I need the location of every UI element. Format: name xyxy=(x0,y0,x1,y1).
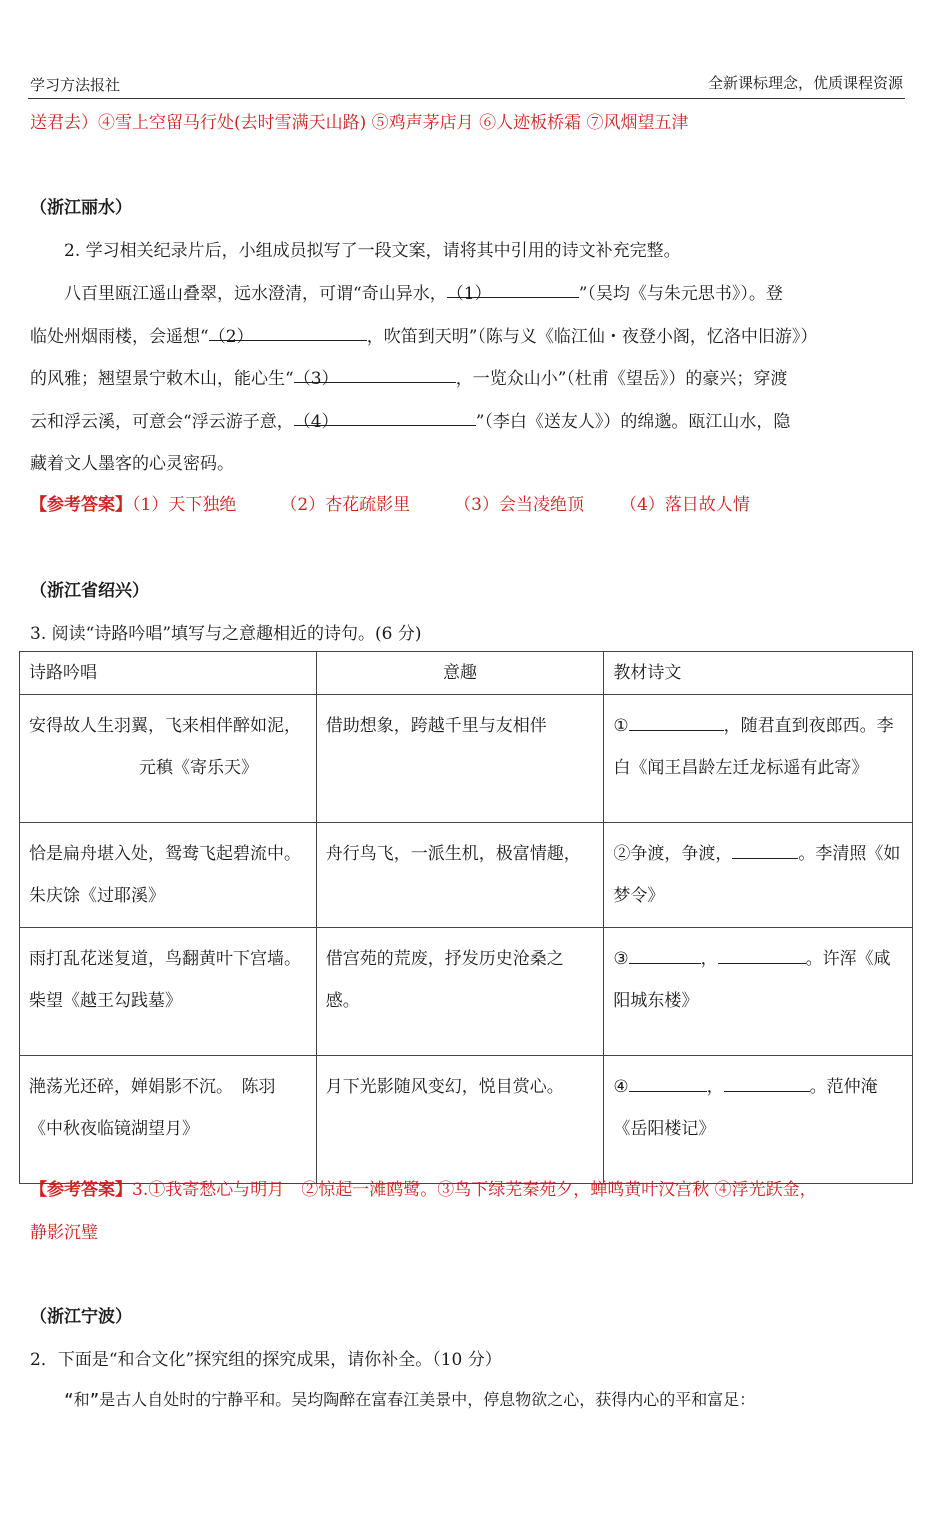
passage-text: ”（吴均《与朱元思书》）。登 xyxy=(578,284,783,304)
fill-blank[interactable] xyxy=(718,945,806,964)
textbook-cell xyxy=(604,695,913,823)
table-row xyxy=(20,695,913,823)
poem-source: 元稹《寄乐天》 xyxy=(139,758,258,778)
meaning-cell: 借助想象，跨越千里与友相伴 xyxy=(316,695,604,823)
blank-label: （1） xyxy=(446,284,492,304)
answer-label: 【参考答案】 xyxy=(30,1180,132,1200)
answer-label: 【参考答案】 xyxy=(30,495,132,515)
cell-text: 。李清照《如梦令》 xyxy=(613,844,901,906)
col-header: 诗路吟唱 xyxy=(20,652,317,695)
col-header: 意趣 xyxy=(316,652,604,695)
blank-4[interactable] xyxy=(293,407,476,432)
answer-shaoxing xyxy=(30,1175,817,1200)
passage-line-1 xyxy=(64,279,783,304)
header-publisher: 学习方法报社 xyxy=(30,76,121,94)
passage-text: 八百里瓯江遥山叠翠，远水澄清，可谓“奇山异水， xyxy=(64,284,447,304)
poem-cell: 滟荡光还碎，婵娟影不沉。 陈羽《中秋夜临镜湖望月》 xyxy=(20,1056,317,1184)
cell-text: ③ xyxy=(613,949,629,969)
cell-text: ，随君直到夜郎西。李白《闻王昌龄左迁龙标遥有此寄》 xyxy=(613,716,894,778)
table-row xyxy=(20,1056,913,1184)
passage-text: 的风雅；翘望景宁敕木山，能心生“ xyxy=(30,369,294,389)
cell-text: ， xyxy=(706,1077,724,1097)
passage-text: ，吹笛到天明”（陈与义《临江仙・夜登小阁，忆洛中旧游》） xyxy=(366,327,818,347)
table-row xyxy=(20,823,913,928)
fill-blank[interactable] xyxy=(629,712,724,731)
blank-label: （2） xyxy=(208,327,254,347)
poem-cell: 恰是扁舟堪入处，鸳鸯飞起碧流中。朱庆馀《过耶溪》 xyxy=(20,823,317,928)
meaning-cell: 舟行鸟飞，一派生机，极富情趣， xyxy=(316,823,604,928)
blank-label: （4） xyxy=(293,412,339,432)
textbook-cell xyxy=(604,1056,913,1184)
passage-text: 临处州烟雨楼，会遥想“ xyxy=(30,327,209,347)
answer-item: （4）落日故人情 xyxy=(619,495,750,515)
section-region-lishui: （浙江丽水） xyxy=(30,198,132,218)
answer-lishui xyxy=(30,490,750,515)
fill-blank[interactable] xyxy=(629,945,701,964)
blank-label: （3） xyxy=(293,369,339,389)
cell-text: ④ xyxy=(613,1077,629,1097)
textbook-cell xyxy=(604,823,913,928)
header-slogan: 全新课标理念，优质课程资源 xyxy=(707,74,903,92)
passage-line-5: 藏着文人墨客的心灵密码。 xyxy=(30,454,234,474)
blank-2[interactable] xyxy=(208,322,367,347)
question-ningbo: 2．下面是“和合文化”探究组的探究成果，请你补全。（10 分） xyxy=(30,1350,502,1370)
answer-item: （3）会当凌绝顶 xyxy=(454,495,584,515)
fill-blank[interactable] xyxy=(629,1073,707,1092)
section-region-ningbo: （浙江宁波） xyxy=(30,1307,132,1327)
passage-ningbo: “和”是古人自处时的宁静平和。吴均陶醉在富春江美景中，停息物欲之心，获得内心的平和富足： xyxy=(64,1390,756,1409)
cell-text: ① xyxy=(613,716,629,736)
meaning-cell: 借宫苑的荒废，抒发历史沧桑之感。 xyxy=(316,928,604,1056)
question-shaoxing: 3. 阅读“诗路吟唱”填写与之意趣相近的诗句。(6 分) xyxy=(30,624,422,644)
passage-text: ，一览众山小”（杜甫《望岳》）的豪兴；穿渡 xyxy=(455,369,788,389)
cell-text: 。许浑《咸阳城东楼》 xyxy=(613,949,891,1011)
poem-cell xyxy=(20,695,317,823)
textbook-cell xyxy=(604,928,913,1056)
poem-text: 安得故人生羽翼，飞来相伴醉如泥， xyxy=(29,716,301,736)
blank-3[interactable] xyxy=(293,364,456,389)
header-divider xyxy=(28,98,905,99)
blank-1[interactable] xyxy=(446,279,579,304)
fill-blank[interactable] xyxy=(732,840,798,859)
answer-item: （2）杏花疏影里 xyxy=(280,495,411,515)
cell-text: ②争渡，争渡， xyxy=(613,844,733,864)
table-header-row xyxy=(20,652,913,695)
col-header: 教材诗文 xyxy=(604,652,913,695)
answer-item: （1）天下独绝 xyxy=(132,495,237,515)
meaning-cell: 月下光影随风变幻，悦目赏心。 xyxy=(316,1056,604,1184)
question-lishui: 2. 学习相关纪录片后，小组成员拟写了一段文案，请将其中引用的诗文补充完整。 xyxy=(64,241,681,261)
table-row xyxy=(20,928,913,1056)
poem-cell: 雨打乱花迷复道，鸟翻黄叶下宫墙。柴望《越王勾践墓》 xyxy=(20,928,317,1056)
passage-text: 云和浮云溪，可意会“浮云游子意， xyxy=(30,412,294,432)
answer-shaoxing-cont: 静影沉璧 xyxy=(30,1223,98,1243)
section-region-shaoxing: （浙江省绍兴） xyxy=(30,581,149,601)
answer-text: 3.①我寄愁心与明月 ②惊起一滩鸥鹭。③鸟下绿芜秦苑夕，蝉鸣黄叶汉宫秋 ④浮光跃金， xyxy=(132,1180,817,1200)
passage-line-4 xyxy=(30,407,790,432)
cell-text: ， xyxy=(700,949,718,969)
poem-table xyxy=(19,651,913,1184)
answer-continuation: 送君去）④雪上空留马行处(去时雪满天山路) ⑤鸡声茅店月 ⑥人迹板桥霜 ⑦风烟望五津 xyxy=(30,113,689,133)
cell-text: 。范仲淹《岳阳楼记》 xyxy=(613,1077,878,1139)
fill-blank[interactable] xyxy=(724,1073,810,1092)
passage-line-2 xyxy=(30,322,817,347)
passage-text: ”（李白《送友人》）的绵邈。瓯江山水，隐 xyxy=(475,412,791,432)
passage-line-3 xyxy=(30,364,787,389)
